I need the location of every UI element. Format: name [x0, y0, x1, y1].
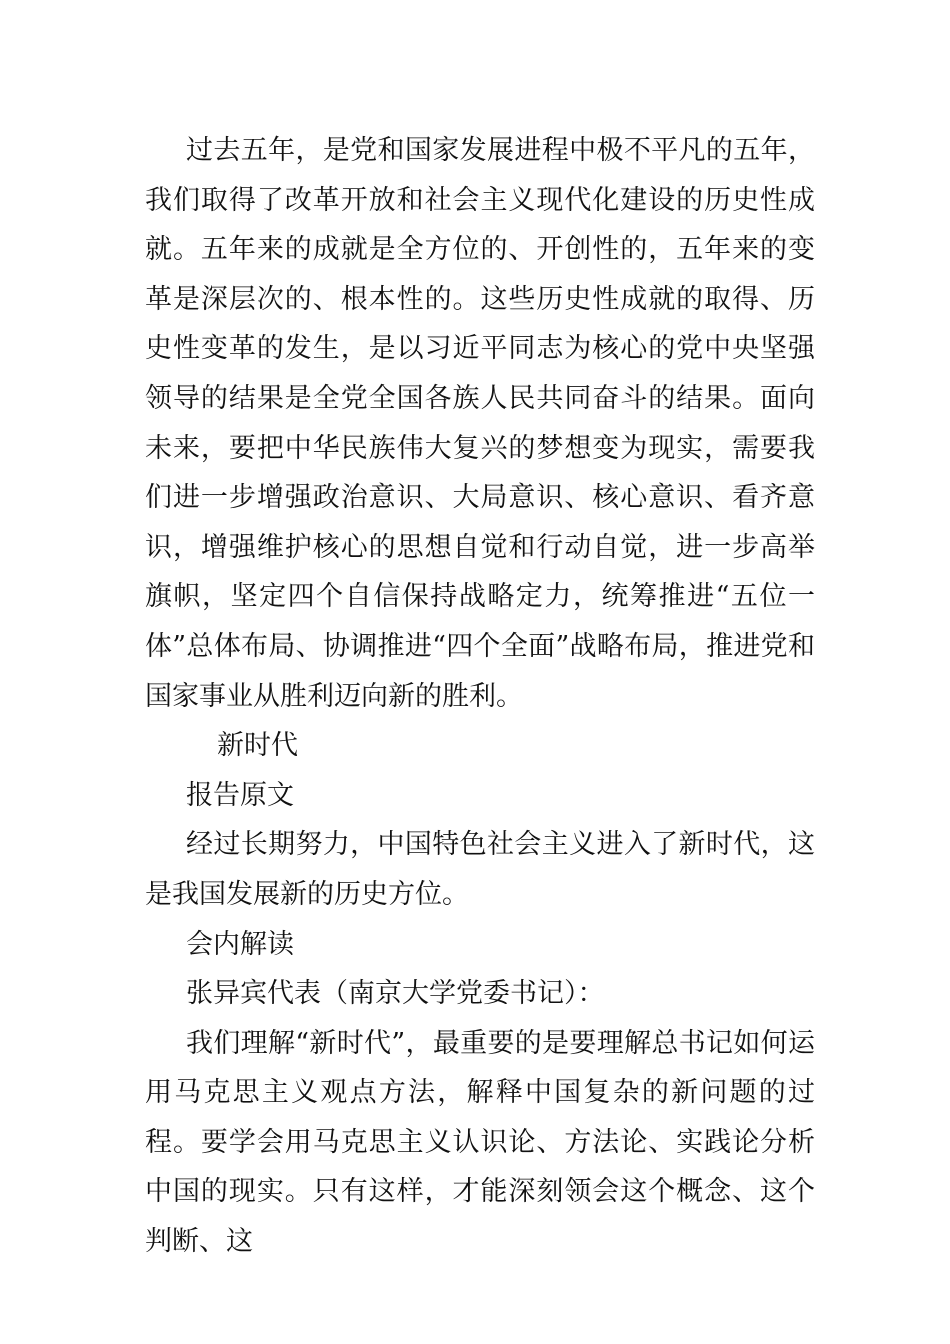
section-heading-new-era: 新时代: [217, 730, 298, 762]
label-report-original: 报告原文: [186, 779, 294, 811]
paragraph-interpretation: 我们理解“新时代”，最重要的是要理解总书记如何运用马克思主义观点方法，解释中国复杂的新问题的过程。要学会用马克思主义认识论、方法论、实践论分析中国的现实。只有这样，才能深刻领会这个概念、这个判断、这: [145, 1027, 815, 1258]
document-body: [145, 126, 815, 1267]
paragraph-five-years: 过去五年，是党和国家发展进程中极不平凡的五年，我们取得了改革开放和社会主义现代化建设的历史性成就。五年来的成就是全方位的、开创性的，五年来的变革是深层次的、根本性的。这些历史性成就的取得、历史性变革的发生，是以习近平同志为核心的党中央坚强领导的结果是全党全国各族人民共同奋斗的结果。面向未来，要把中华民族伟大复兴的梦想变为现实，需要我们进一步增强政治意识、大局意识、核心意识、看齐意识，增强维护核心的思想自觉和行动自觉，进一步高举旗帜，坚定四个自信保持战略定力，统筹推进“五位一体”总体布局、协调推进“四个全面”战略布局，推进党和国家事业从胜利迈向新的胜利。: [145, 135, 815, 712]
speaker-line: 张异宾代表（南京大学党委书记）：: [186, 978, 605, 1010]
label-interpretation: 会内解读: [186, 928, 294, 960]
paragraph-report-quote: 经过长期努力，中国特色社会主义进入了新时代，这是我国发展新的历史方位。: [145, 829, 815, 910]
